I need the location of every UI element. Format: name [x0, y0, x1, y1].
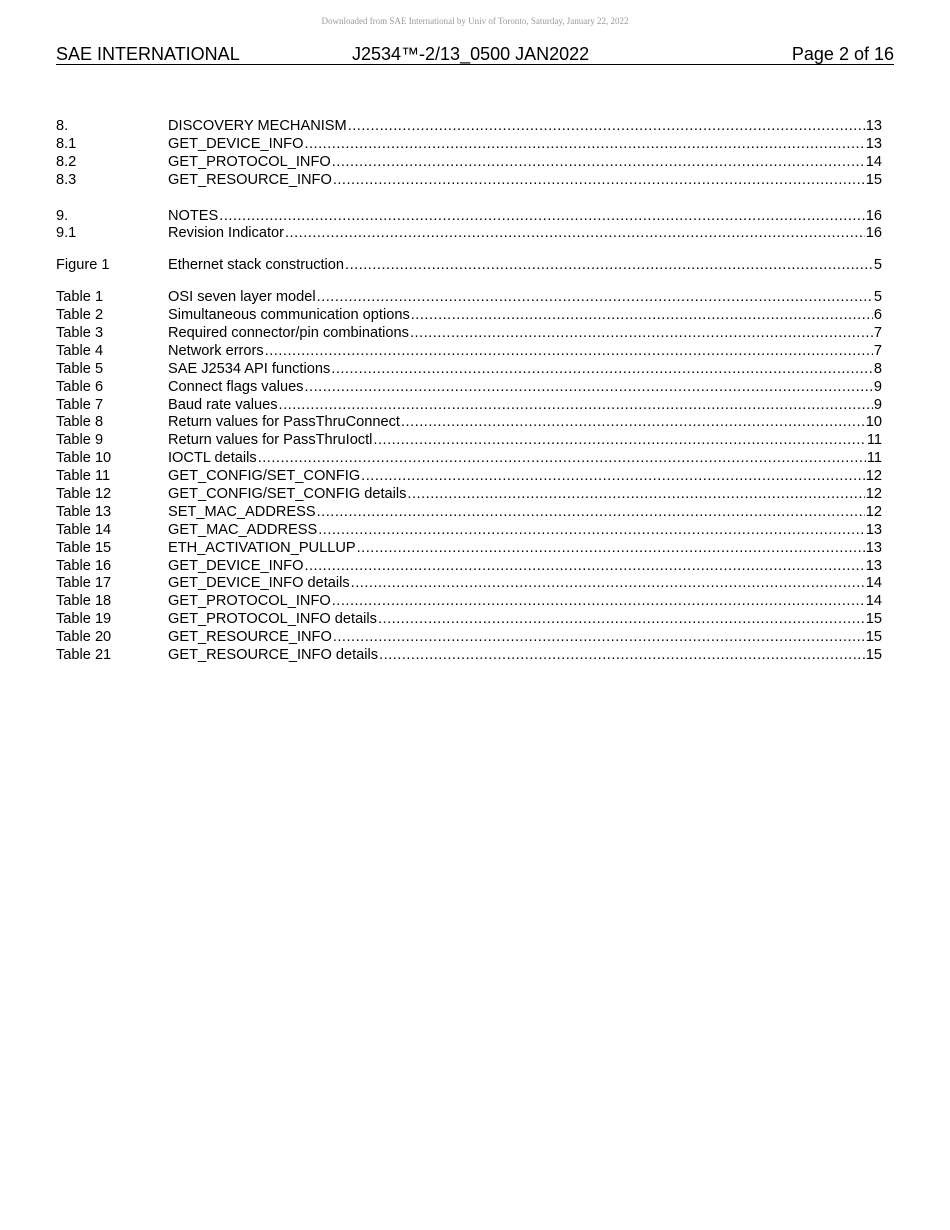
toc-entry-number: 8.1	[56, 135, 77, 152]
toc-entry-page: 13	[865, 118, 882, 134]
toc-entry-number: 8.	[56, 118, 69, 134]
toc-group-notes	[56, 208, 882, 244]
toc-entry-page: 16	[865, 225, 882, 242]
toc-entry-number: Table 7	[56, 396, 104, 413]
dot-leader	[378, 611, 865, 629]
dot-leader	[373, 432, 865, 450]
dot-leader	[331, 361, 873, 379]
toc-entry-title: GET_RESOURCE_INFO details	[168, 647, 379, 664]
toc-entry-title: GET_RESOURCE_INFO	[168, 171, 332, 188]
toc-entry-number: 8.3	[56, 171, 77, 188]
toc-entry-number: Table 2	[56, 307, 104, 324]
toc-entry[interactable]	[56, 307, 882, 325]
toc-entry-title: Ethernet stack construction	[168, 257, 345, 274]
dot-leader	[379, 647, 865, 665]
toc-entry-title: Revision Indicator	[168, 225, 284, 242]
dot-leader	[345, 257, 873, 275]
dot-leader	[407, 486, 864, 504]
dot-leader	[411, 307, 873, 325]
toc-entry-number: Table 21	[56, 647, 112, 664]
toc-entry-number: 9.1	[56, 225, 77, 242]
header-document-id: J2534™-2/13_0500 JAN2022	[352, 44, 590, 64]
toc-entry-title: Network errors	[168, 342, 264, 359]
toc-entry-page: 14	[865, 575, 882, 592]
toc-entry-number: Table 16	[56, 557, 112, 574]
page-header	[56, 44, 894, 65]
toc-group-tables	[56, 289, 882, 665]
toc-entry-title: GET_CONFIG/SET_CONFIG	[168, 468, 361, 485]
toc-entry-page: 10	[865, 414, 882, 431]
toc-entry-title: Return values for PassThruIoctl	[168, 432, 373, 449]
toc-entry-number: Table 18	[56, 593, 112, 610]
toc-entry-page: 15	[865, 611, 882, 628]
toc-entry-page: 13	[865, 521, 882, 538]
toc-entry[interactable]	[56, 522, 882, 540]
toc-entry-number: Table 14	[56, 521, 112, 538]
toc-entry-number: Table 12	[56, 486, 112, 503]
toc-entry[interactable]	[56, 629, 882, 647]
header-page-number: Page 2 of 16	[791, 44, 894, 64]
dot-leader	[357, 540, 865, 558]
toc-entry-title: Simultaneous communication options	[168, 307, 410, 324]
table-of-contents	[56, 118, 882, 679]
toc-entry-page: 12	[865, 468, 882, 485]
dot-leader	[348, 118, 865, 136]
toc-entry-page: 7	[873, 342, 882, 359]
toc-entry[interactable]	[56, 118, 882, 136]
toc-entry[interactable]	[56, 486, 882, 504]
toc-entry[interactable]	[56, 257, 882, 275]
download-watermark: Downloaded from SAE International by Univ of Toronto, Saturday, January 22, 2022	[321, 16, 629, 26]
dot-leader	[333, 629, 865, 647]
toc-entry-number: Table 9	[56, 432, 104, 449]
toc-entry-title: GET_DEVICE_INFO	[168, 135, 304, 152]
dot-leader	[361, 468, 865, 486]
toc-entry-page: 11	[866, 450, 882, 467]
dot-leader	[304, 558, 864, 576]
toc-entry-title: Connect flags values	[168, 378, 304, 395]
dot-leader	[304, 136, 864, 154]
toc-entry-title: SET_MAC_ADDRESS	[168, 503, 316, 520]
dot-leader	[317, 504, 865, 522]
dot-leader	[332, 593, 865, 611]
dot-leader	[317, 289, 873, 307]
toc-entry-number: 9.	[56, 207, 69, 224]
dot-leader	[285, 225, 865, 243]
toc-entry-page: 12	[865, 503, 882, 520]
toc-entry-number: Table 19	[56, 611, 112, 628]
toc-entry-title: Required connector/pin combinations	[168, 325, 409, 342]
toc-entry-number: Table 15	[56, 539, 112, 556]
toc-entry-number: Table 8	[56, 414, 104, 431]
toc-entry-page: 11	[866, 432, 882, 449]
toc-entry-number: Table 17	[56, 575, 112, 592]
toc-entry-page: 15	[865, 171, 882, 188]
toc-entry-page: 14	[865, 593, 882, 610]
toc-entry-title: ETH_ACTIVATION_PULLUP	[168, 539, 356, 556]
toc-entry-title: GET_CONFIG/SET_CONFIG details	[168, 486, 407, 503]
toc-entry-page: 13	[865, 557, 882, 574]
toc-group-figures	[56, 257, 882, 275]
toc-entry-title: NOTES	[168, 207, 219, 224]
toc-entry[interactable]	[56, 397, 882, 415]
dot-leader	[265, 343, 873, 361]
toc-entry-number: Table 1	[56, 289, 104, 306]
toc-entry-title: Baud rate values	[168, 396, 278, 413]
toc-entry[interactable]	[56, 343, 882, 361]
toc-entry-page: 15	[865, 629, 882, 646]
dot-leader	[410, 325, 873, 343]
toc-entry-page: 9	[873, 378, 882, 395]
toc-entry[interactable]	[56, 504, 882, 522]
dot-leader	[333, 172, 865, 190]
toc-entry[interactable]	[56, 414, 882, 432]
toc-entry[interactable]	[56, 208, 882, 226]
toc-entry-number: Table 5	[56, 360, 104, 377]
toc-entry[interactable]	[56, 361, 882, 379]
toc-entry-title: Return values for PassThruConnect	[168, 414, 400, 431]
toc-entry-title: DISCOVERY MECHANISM	[168, 118, 347, 134]
toc-entry-title: GET_PROTOCOL_INFO details	[168, 611, 377, 628]
toc-entry[interactable]	[56, 225, 882, 243]
toc-entry[interactable]	[56, 647, 882, 665]
dot-leader	[279, 397, 873, 415]
toc-entry-page: 13	[865, 539, 882, 556]
toc-group-sections	[56, 118, 882, 190]
toc-entry[interactable]	[56, 432, 882, 450]
dot-leader	[219, 208, 864, 226]
dot-leader	[401, 414, 865, 432]
toc-entry-number: Table 20	[56, 629, 112, 646]
toc-entry-page: 8	[873, 360, 882, 377]
toc-entry[interactable]	[56, 379, 882, 397]
toc-entry-page: 9	[873, 396, 882, 413]
toc-entry-title: GET_PROTOCOL_INFO	[168, 593, 331, 610]
toc-entry-number: Table 11	[56, 468, 111, 485]
dot-leader	[332, 154, 865, 172]
header-organization: SAE INTERNATIONAL	[56, 44, 240, 64]
toc-entry[interactable]	[56, 136, 882, 154]
toc-entry[interactable]	[56, 450, 882, 468]
toc-entry-page: 5	[873, 257, 882, 274]
toc-entry-number: Table 3	[56, 325, 104, 342]
toc-entry-page: 14	[865, 153, 882, 170]
toc-entry[interactable]	[56, 558, 882, 576]
toc-entry-page: 7	[873, 325, 882, 342]
toc-entry-page: 13	[865, 135, 882, 152]
toc-entry-title: GET_RESOURCE_INFO	[168, 629, 332, 646]
dot-leader	[351, 575, 865, 593]
toc-entry[interactable]	[56, 468, 882, 486]
toc-entry-number: Table 13	[56, 503, 112, 520]
toc-entry[interactable]	[56, 289, 882, 307]
dot-leader	[318, 522, 865, 540]
toc-entry-page: 6	[873, 307, 882, 324]
toc-entry-title: GET_DEVICE_INFO details	[168, 575, 350, 592]
toc-entry[interactable]	[56, 172, 882, 190]
toc-entry-number: Table 6	[56, 378, 104, 395]
toc-entry-number: 8.2	[56, 153, 77, 170]
toc-entry[interactable]	[56, 593, 882, 611]
toc-entry-title: GET_PROTOCOL_INFO	[168, 153, 331, 170]
toc-entry-page: 16	[865, 207, 882, 224]
toc-entry-number: Table 10	[56, 450, 112, 467]
toc-entry[interactable]	[56, 611, 882, 629]
toc-entry[interactable]	[56, 325, 882, 343]
toc-entry-title: SAE J2534 API functions	[168, 360, 331, 377]
toc-entry-title: IOCTL details	[168, 450, 257, 467]
toc-entry-number: Figure 1	[56, 257, 110, 274]
toc-entry-page: 15	[865, 647, 882, 664]
toc-entry-title: GET_DEVICE_INFO	[168, 557, 304, 574]
dot-leader	[304, 379, 872, 397]
toc-entry-title: OSI seven layer model	[168, 289, 316, 306]
toc-entry[interactable]	[56, 575, 882, 593]
toc-entry-page: 5	[873, 289, 882, 306]
toc-entry-title: GET_MAC_ADDRESS	[168, 521, 318, 538]
toc-entry-number: Table 4	[56, 342, 104, 359]
dot-leader	[258, 450, 866, 468]
toc-entry[interactable]	[56, 540, 882, 558]
toc-entry[interactable]	[56, 154, 882, 172]
toc-entry-page: 12	[865, 486, 882, 503]
